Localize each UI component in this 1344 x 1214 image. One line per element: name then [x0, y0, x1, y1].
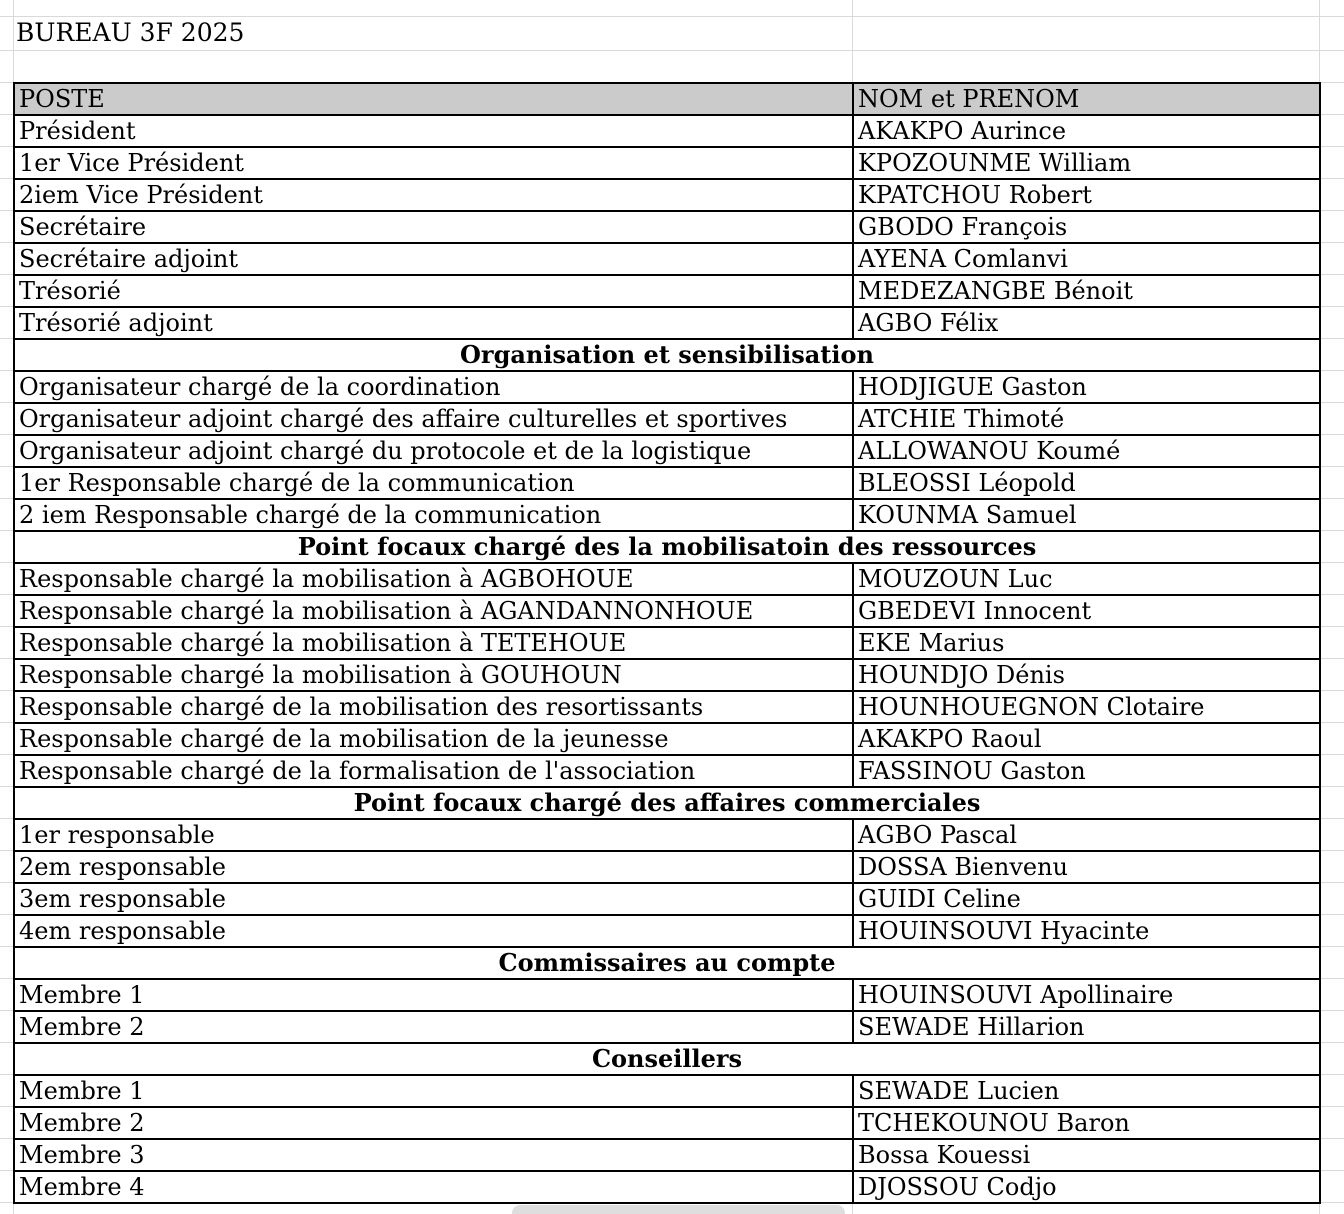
nom-cell[interactable]: AGBO Félix: [853, 307, 1320, 339]
table-row: [14, 627, 1320, 659]
section-row: [14, 787, 1320, 819]
table-row: [14, 499, 1320, 531]
nom-cell[interactable]: KOUNMA Samuel: [853, 499, 1320, 531]
poste-cell[interactable]: Trésorié: [14, 275, 853, 307]
gridline-horizontal: [0, 50, 1344, 51]
bureau-table: [13, 82, 1321, 1204]
nom-cell[interactable]: GUIDI Celine: [853, 883, 1320, 915]
poste-cell[interactable]: Organisateur adjoint chargé du protocole et de la logistique: [14, 435, 853, 467]
poste-cell[interactable]: Responsable chargé la mobilisation à GOUHOUN: [14, 659, 853, 691]
table-row: [14, 1011, 1320, 1043]
poste-cell[interactable]: Membre 1: [14, 979, 853, 1011]
poste-cell[interactable]: Membre 2: [14, 1011, 853, 1043]
nom-cell[interactable]: FASSINOU Gaston: [853, 755, 1320, 787]
nom-cell[interactable]: GBEDEVI Innocent: [853, 595, 1320, 627]
poste-cell[interactable]: 2em responsable: [14, 851, 853, 883]
section-header-cell[interactable]: Conseillers: [14, 1043, 1320, 1075]
poste-cell[interactable]: 3em responsable: [14, 883, 853, 915]
nom-cell[interactable]: HOUINSOUVI Hyacinte: [853, 915, 1320, 947]
poste-cell[interactable]: Secrétaire adjoint: [14, 243, 853, 275]
poste-cell[interactable]: Membre 1: [14, 1075, 853, 1107]
table-row: [14, 115, 1320, 147]
poste-cell[interactable]: Responsable chargé de la mobilisation de la jeunesse: [14, 723, 853, 755]
table-row: [14, 851, 1320, 883]
nom-cell[interactable]: KPOZOUNME William: [853, 147, 1320, 179]
nom-cell[interactable]: SEWADE Lucien: [853, 1075, 1320, 1107]
nom-cell[interactable]: Bossa Kouessi: [853, 1139, 1320, 1171]
poste-cell[interactable]: Secrétaire: [14, 211, 853, 243]
table-row: [14, 1075, 1320, 1107]
poste-cell[interactable]: 1er Vice Président: [14, 147, 853, 179]
poste-cell[interactable]: Responsable chargé la mobilisation à AGANDANNONHOUE: [14, 595, 853, 627]
poste-cell[interactable]: Membre 3: [14, 1139, 853, 1171]
nom-cell[interactable]: HODJIGUE Gaston: [853, 371, 1320, 403]
table-row: [14, 595, 1320, 627]
nom-cell[interactable]: ALLOWANOU Koumé: [853, 435, 1320, 467]
section-header-cell[interactable]: Organisation et sensibilisation: [14, 339, 1320, 371]
poste-cell[interactable]: Président: [14, 115, 853, 147]
table-row: [14, 563, 1320, 595]
table-row: [14, 691, 1320, 723]
nom-cell[interactable]: HOUINSOUVI Apollinaire: [853, 979, 1320, 1011]
table-row: [14, 755, 1320, 787]
section-header-cell[interactable]: Commissaires au compte: [14, 947, 1320, 979]
table-row: [14, 211, 1320, 243]
table-row: [14, 275, 1320, 307]
poste-cell[interactable]: Membre 4: [14, 1171, 853, 1203]
section-row: [14, 1043, 1320, 1075]
table-row: [14, 179, 1320, 211]
poste-cell[interactable]: Responsable chargé de la formalisation de l'association: [14, 755, 853, 787]
section-header-cell[interactable]: Point focaux chargé des affaires commerciales: [14, 787, 1320, 819]
section-header-cell[interactable]: Point focaux chargé des la mobilisatoin des ressources: [14, 531, 1320, 563]
poste-cell[interactable]: Responsable chargé de la mobilisation des resortissants: [14, 691, 853, 723]
section-row: [14, 531, 1320, 563]
column-header-nom[interactable]: NOM et PRENOM: [853, 83, 1320, 115]
table-row: [14, 435, 1320, 467]
table-row: [14, 1139, 1320, 1171]
table-row: [14, 467, 1320, 499]
nom-cell[interactable]: BLEOSSI Léopold: [853, 467, 1320, 499]
poste-cell[interactable]: 1er Responsable chargé de la communication: [14, 467, 853, 499]
nom-cell[interactable]: DJOSSOU Codjo: [853, 1171, 1320, 1203]
column-header-poste[interactable]: POSTE: [14, 83, 853, 115]
table-row: [14, 915, 1320, 947]
table-row: [14, 371, 1320, 403]
nom-cell[interactable]: HOUNDJO Dénis: [853, 659, 1320, 691]
nom-cell[interactable]: AKAKPO Aurince: [853, 115, 1320, 147]
poste-cell[interactable]: Organisateur adjoint chargé des affaire culturelles et sportives: [14, 403, 853, 435]
nom-cell[interactable]: MEDEZANGBE Bénoit: [853, 275, 1320, 307]
poste-cell[interactable]: 4em responsable: [14, 915, 853, 947]
gridline-horizontal: [0, 16, 1344, 17]
horizontal-scrollbar-thumb[interactable]: [512, 1205, 845, 1214]
table-row: [14, 659, 1320, 691]
table-row: [14, 883, 1320, 915]
table-row: [14, 307, 1320, 339]
nom-cell[interactable]: AKAKPO Raoul: [853, 723, 1320, 755]
poste-cell[interactable]: Responsable chargé la mobilisation à TETEHOUE: [14, 627, 853, 659]
table-row: [14, 403, 1320, 435]
nom-cell[interactable]: ATCHIE Thimoté: [853, 403, 1320, 435]
poste-cell[interactable]: Organisateur chargé de la coordination: [14, 371, 853, 403]
section-row: [14, 947, 1320, 979]
nom-cell[interactable]: DOSSA Bienvenu: [853, 851, 1320, 883]
header-row: [14, 83, 1320, 115]
section-row: [14, 339, 1320, 371]
bureau-table-body: [14, 115, 1320, 1203]
table-row: [14, 147, 1320, 179]
table-row: [14, 979, 1320, 1011]
poste-cell[interactable]: 2 iem Responsable chargé de la communication: [14, 499, 853, 531]
poste-cell[interactable]: Membre 2: [14, 1107, 853, 1139]
poste-cell[interactable]: 1er responsable: [14, 819, 853, 851]
sheet-title-cell[interactable]: BUREAU 3F 2025: [16, 18, 245, 47]
poste-cell[interactable]: Trésorié adjoint: [14, 307, 853, 339]
nom-cell[interactable]: TCHEKOUNOU Baron: [853, 1107, 1320, 1139]
nom-cell[interactable]: SEWADE Hillarion: [853, 1011, 1320, 1043]
nom-cell[interactable]: GBODO François: [853, 211, 1320, 243]
nom-cell[interactable]: EKE Marius: [853, 627, 1320, 659]
table-row: [14, 1171, 1320, 1203]
nom-cell[interactable]: MOUZOUN Luc: [853, 563, 1320, 595]
table-row: [14, 819, 1320, 851]
table-row: [14, 1107, 1320, 1139]
table-row: [14, 723, 1320, 755]
nom-cell[interactable]: AYENA Comlanvi: [853, 243, 1320, 275]
table-row: [14, 243, 1320, 275]
nom-cell[interactable]: AGBO Pascal: [853, 819, 1320, 851]
nom-cell[interactable]: KPATCHOU Robert: [853, 179, 1320, 211]
poste-cell[interactable]: 2iem Vice Président: [14, 179, 853, 211]
nom-cell[interactable]: HOUNHOUEGNON Clotaire: [853, 691, 1320, 723]
poste-cell[interactable]: Responsable chargé la mobilisation à AGBOHOUE: [14, 563, 853, 595]
